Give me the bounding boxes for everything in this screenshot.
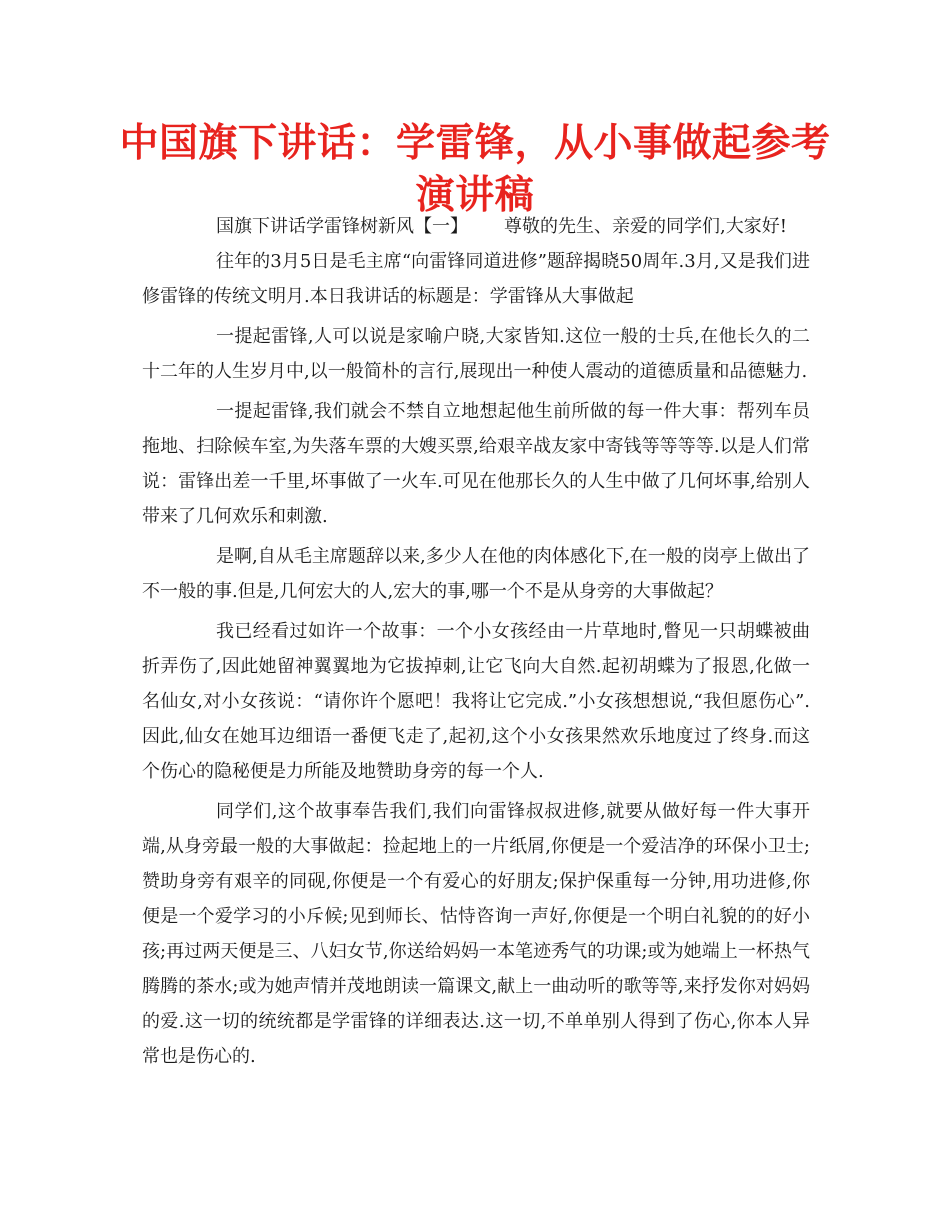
paragraph-2: 一提起雷锋,人可以说是家喻户晓,大家皆知.这位一般的士兵,在他长久的二十二年的人生岁月中,以一般简朴的言行,展现出一种使人震动的道德质量和品德魅力.	[142, 326, 810, 382]
paragraph-1: 往年的3月5日是毛主席“向雷锋同道进修”题辞揭晓50周年.3月,又是我们进修雷锋的传统文明月.本日我讲话的标题是：学雷锋从大事做起	[142, 251, 810, 307]
paragraph-5: 我已经看过如许一个故事：一个小女孩经由一片草地时,瞥见一只胡蝶被曲折弄伤了,因此她留神翼翼地为它拔掉刺,让它飞向大自然.起初胡蝶为了报恩,化做一名仙女,对小女孩说：“请你许个愿吧！我将让它完成.”小女孩想想说,“我但愿伤心”.因此,仙女在她耳边细语一番便飞走了,起初,这个小女孩果然欢乐地度过了终身.而这个伤心的隐秘便是力所能及地赞助身旁的每一个人.	[142, 621, 810, 782]
intro-paragraph	[142, 209, 810, 244]
intro-heading: 国旗下讲话学雷锋树新风【一】	[216, 216, 468, 237]
document-body	[142, 209, 810, 1079]
document-title: 中国旗下讲话：学雷锋，从小事做起参考演讲稿	[119, 121, 831, 218]
intro-greeting: 尊敬的先生、亲爱的同学们,大家好!	[504, 216, 787, 237]
paragraph-4: 是啊,自从毛主席题辞以来,多少人在他的肉体感化下,在一般的岗亭上做出了不一般的事.但是,几何宏大的人,宏大的事,哪一个不是从身旁的大事做起？	[142, 546, 810, 602]
paragraph-6: 同学们,这个故事奉告我们,我们向雷锋叔叔进修,就要从做好每一件大事开端,从身旁最一般的大事做起：捡起地上的一片纸屑,你便是一个爱洁净的环保小卫士;赞助身旁有艰辛的同砚,你便是一个有爱心的好朋友;保护保重每一分钟,用功进修,你便是一个爱学习的小斥候;见到师长、怙恃咨询一声好,你便是一个明白礼貌的的好小孩;再过两天便是三、八妇女节,你送给妈妈一本笔迹秀气的功课;或为她端上一杯热气腾腾的茶水;或为她声情并茂地朗读一篇课文,献上一曲动听的歌等等,来抒发你对妈妈的爱.这一切的统统都是学雷锋的详细表达.这一切,不单单别人得到了伤心,你本人异常也是伤心的.	[142, 801, 810, 1067]
paragraph-3: 一提起雷锋,我们就会不禁自立地想起他生前所做的每一件大事：帮列车员拖地、扫除候车室,为失落车票的大嫂买票,给艰辛战友家中寄钱等等等等.以是人们常说：雷锋出差一千里,坏事做了一火车.可见在他那长久的人生中做了几何坏事,给别人带来了几何欢乐和刺激.	[142, 401, 810, 527]
